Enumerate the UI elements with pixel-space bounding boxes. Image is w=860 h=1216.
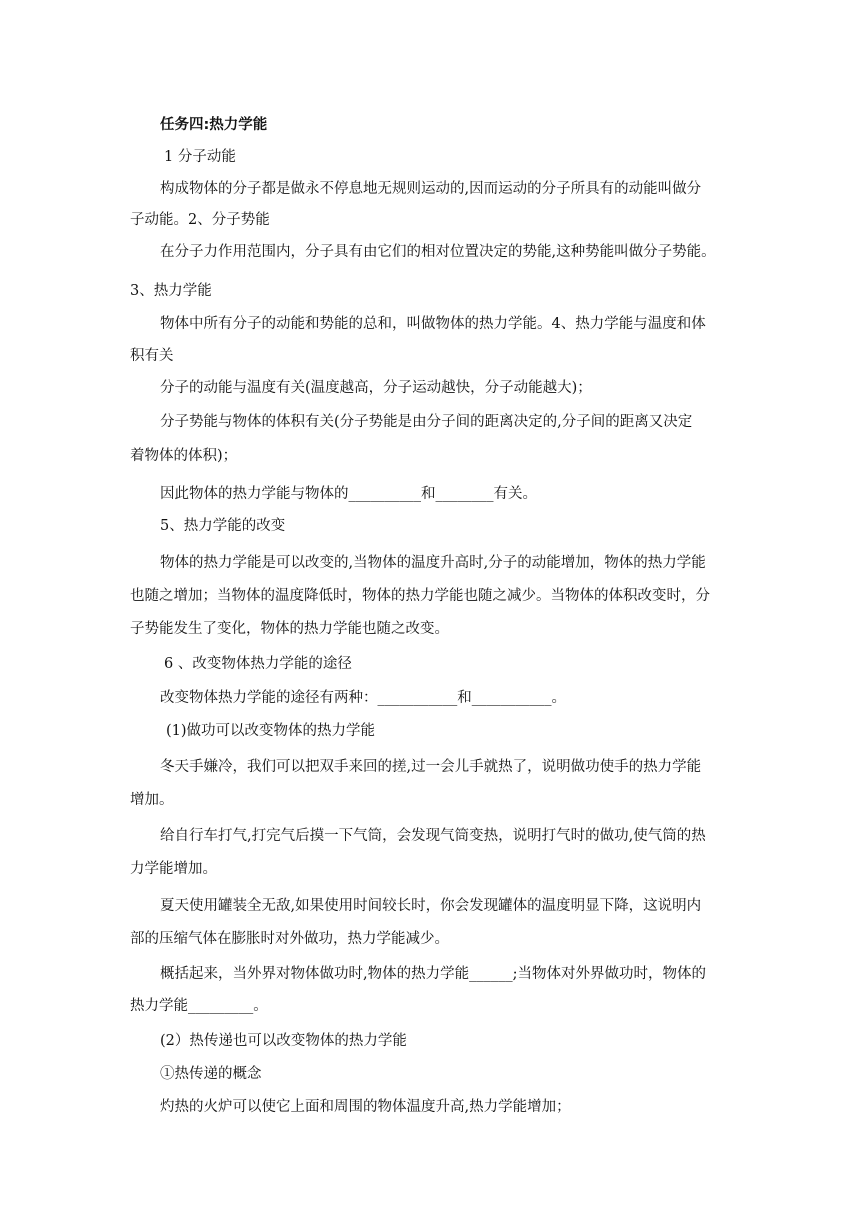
- text-line: ①热传递的概念: [160, 1066, 262, 1082]
- text-line: 力学能增加。: [130, 861, 217, 877]
- text-line: 构成物体的分子都是做永不停息地无规则运动的,因而运动的分子所具有的动能叫做分: [160, 181, 702, 197]
- text-line: 部的压缩气体在膨胀时对外做功，热力学能减少。: [130, 931, 449, 947]
- text-line: 物体的热力学能是可以改变的,当物体的温度升高时,分子的动能增加，物体的热力学能: [160, 555, 706, 571]
- text-line: 给自行车打气,打完气后摸一下气筒，会发现气筒变热，说明打气时的做功,使气筒的热: [160, 828, 706, 844]
- text-line: 着物体的体积)；: [130, 448, 238, 464]
- text-line: 冬天手嫌冷，我们可以把双手来回的搓,过一会儿手就热了，说明做功使手的热力学能: [160, 759, 702, 775]
- text-line: 灼热的火炉可以使它上面和周围的物体温度升高,热力学能增加；: [160, 1099, 571, 1115]
- text-line: 在分子力作用范围内，分子具有由它们的相对位置决定的势能,这种势能叫做分子势能。: [160, 244, 716, 260]
- fill-in-blank-line: 概括起来，当外界对物体做功时,物体的热力学能______;当物体对外界做功时，物体的: [160, 966, 706, 982]
- text-line: 5、热力学能的改变: [160, 518, 286, 534]
- text-line: 夏天使用罐装全无敌,如果使用时间较长时，你会发现罐体的温度明显下降，这说明内: [160, 898, 702, 914]
- text-line: 1 分子动能: [164, 149, 236, 165]
- text-line: 3、热力学能: [130, 283, 212, 299]
- text-line: 增加。: [130, 792, 174, 808]
- text-line: (1)做功可以改变物体的热力学能: [166, 723, 376, 739]
- section-title: 任务四:热力学能: [160, 117, 268, 133]
- fill-in-blank-line: 因此物体的热力学能与物体的__________和________有关。: [160, 486, 537, 502]
- text-line: 子势能发生了变化，物体的热力学能也随之改变。: [130, 621, 449, 637]
- text-line: 分子的动能与温度有关(温度越高，分子运动越快，分子动能越大)；: [160, 380, 592, 396]
- fill-in-blank-line: 热力学能_________。: [130, 998, 268, 1014]
- text-line: 积有关: [130, 348, 174, 364]
- fill-in-blank-line: 改变物体热力学能的途径有两种：___________和___________。: [160, 690, 566, 706]
- text-line: 子动能。2、分子势能: [130, 212, 270, 228]
- text-line: (2）热传递也可以改变物体的热力学能: [160, 1033, 407, 1049]
- text-line: 6 、改变物体热力学能的途径: [164, 656, 352, 672]
- text-line: 分子势能与物体的体积有关(分子势能是由分子间的距离决定的,分子间的距离又决定: [160, 414, 693, 430]
- text-line: 也随之增加；当物体的温度降低时，物体的热力学能也随之减少。当物体的体积改变时，分: [130, 588, 710, 604]
- text-line: 物体中所有分子的动能和势能的总和，叫做物体的热力学能。4、热力学能与温度和体: [160, 316, 706, 332]
